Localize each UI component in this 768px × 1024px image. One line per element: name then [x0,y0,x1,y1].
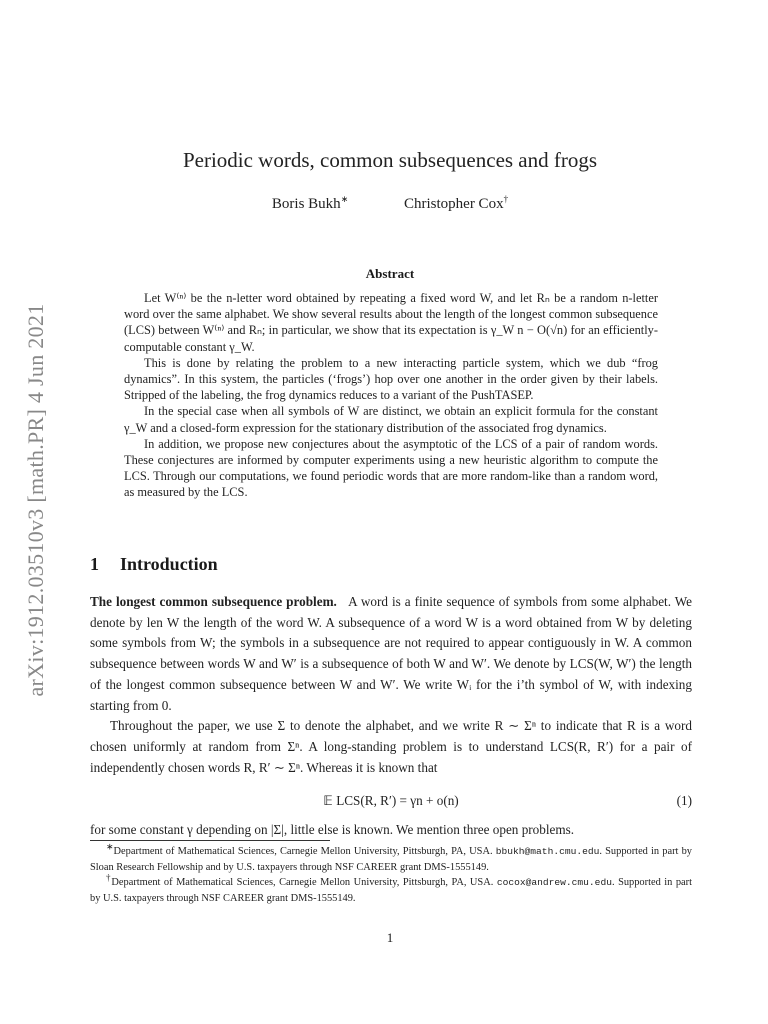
footnote-2-affiliation: Department of Mathematical Sciences, Carnegie Mellon University, Pittsburgh, PA, USA. [111,877,494,889]
abstract-heading: Abstract [365,266,415,281]
body-text: A word is a finite sequence of symbols from some alphabet. We denote by len W the length of the word W. A subsequence of a word W is a word obtained from W by deleting some symbols from W; the symbols in a subsequence are not required to appear contiguously in W. A common subsequence between words W and W′ is a subsequence of both W and W′. We denote by LCS(W, W′) the length of the longest common subsequence between W and W′. We write Wᵢ for the i’th symbol of W, with indexing starting from 0. [90,594,693,713]
body-paragraph: for some constant γ depending on |Σ|, little else is known. We mention three open problems. [90,822,575,838]
abstract-paragraph: In the special case when all symbols of W are distinct, we obtain an explicit formula for the constant γ_W and a closed-form expression for the stationary distribution of the associated frog dynamics. [124,404,658,435]
footnote-2-support: Supported in part by U.S. taxpayers through NSF CAREER grant DMS-1555149. [90,877,692,904]
email-link-bukh[interactable]: bbukh@math.cmu.edu [495,846,600,857]
footnote-1: ∗Department of Mathematical Sciences, Carnegie Mellon University, Pittsburgh, PA, USA. bbukh@math.cmu.edu. Supported in part by Sloan Research Fellowship and by U.S. taxpayers through NSF CAREER grant DMS-1555149. [90,841,692,873]
footnote-1-support: Supported in part by Sloan Research Fellowship and by U.S. taxpayers through NSF CAREER grant DMS-1555149. [90,846,692,873]
abstract-paragraph: In addition, we propose new conjectures about the asymptotic of the LCS of a pair of random words. These conjectures are informed by computer experiments using a new heuristic algorithm to compute the LCS. Through our computations, we found periodic words that are more random-like than a random word, as measured by the LCS. [124,436,658,500]
abstract-paragraph: Let W⁽ⁿ⁾ be the n-letter word obtained by repeating a fixed word W, and let Rₙ be a random n-letter word over the same alphabet. We show several results about the length of the longest common subsequence (LCS) between W⁽ⁿ⁾ and Rₙ; in particular, we show that its expectation is γ_W n − O(√n) for an efficiently-computable constant γ_W. [124,291,658,354]
author-1-mark: ∗ [340,194,349,204]
section-title: Introduction [120,554,218,574]
footnote-2: †Department of Mathematical Sciences, Carnegie Mellon University, Pittsburgh, PA, USA. cocox@andrew.cmu.edu. Supported in part by U.S. taxpayers through NSF CAREER grant DMS-1555149. [90,872,692,904]
footnote-1-mark: ∗ [106,841,114,852]
author-2-mark: † [503,194,509,204]
author-list [0,196,768,213]
footnote-2-mark: † [106,872,112,883]
section-number: 1 [90,554,99,574]
footnote-1-affiliation: Department of Mathematical Sciences, Carnegie Mellon University, Pittsburgh, PA, USA. [113,846,493,857]
footnote-rule [90,840,330,841]
email-link-cox[interactable]: cocox@andrew.cmu.edu [496,877,612,889]
page-number: 1 [386,930,394,945]
author-2 [404,196,508,213]
abstract-paragraph: This is done by relating the problem to a new interacting particle system, which we dub “frog dynamics”. In this system, the particles (‘frogs’) hop over one another in the order given by their labels. Stripped of the labeling, the frog dynamics reduces to a variant of the PushTASEP. [124,355,658,403]
author-1 [272,196,348,213]
arxiv-identifier: arXiv:1912.03510v3 [math.PR] 4 Jun 2021 [23,303,48,697]
footnotes [90,841,692,906]
paragraph-heading: The longest common subsequence problem. [90,594,337,609]
equation-number: (1) [676,793,692,809]
section-heading [90,554,218,575]
equation-expression: 𝔼 LCS(R, R′) = γn + o(n) [323,793,459,809]
abstract-body [124,290,658,501]
body-paragraph: Throughout the paper, we use Σ to denote the alphabet, and we write R ∼ Σⁿ to indicate that R is a word chosen uniformly at random from Σⁿ. A long-standing problem is to understand LCS(R, R′) for a pair of independently chosen words R, R′ ∼ Σⁿ. Whereas it is known that [90,718,692,775]
equation-1 [90,786,692,816]
main-body [90,592,692,841]
paper-title: Periodic words, common subsequences and frogs [182,148,598,172]
body-paragraph [90,592,692,716]
author-2-name: Christopher Cox [403,196,504,212]
author-1-name: Boris Bukh [271,196,341,212]
